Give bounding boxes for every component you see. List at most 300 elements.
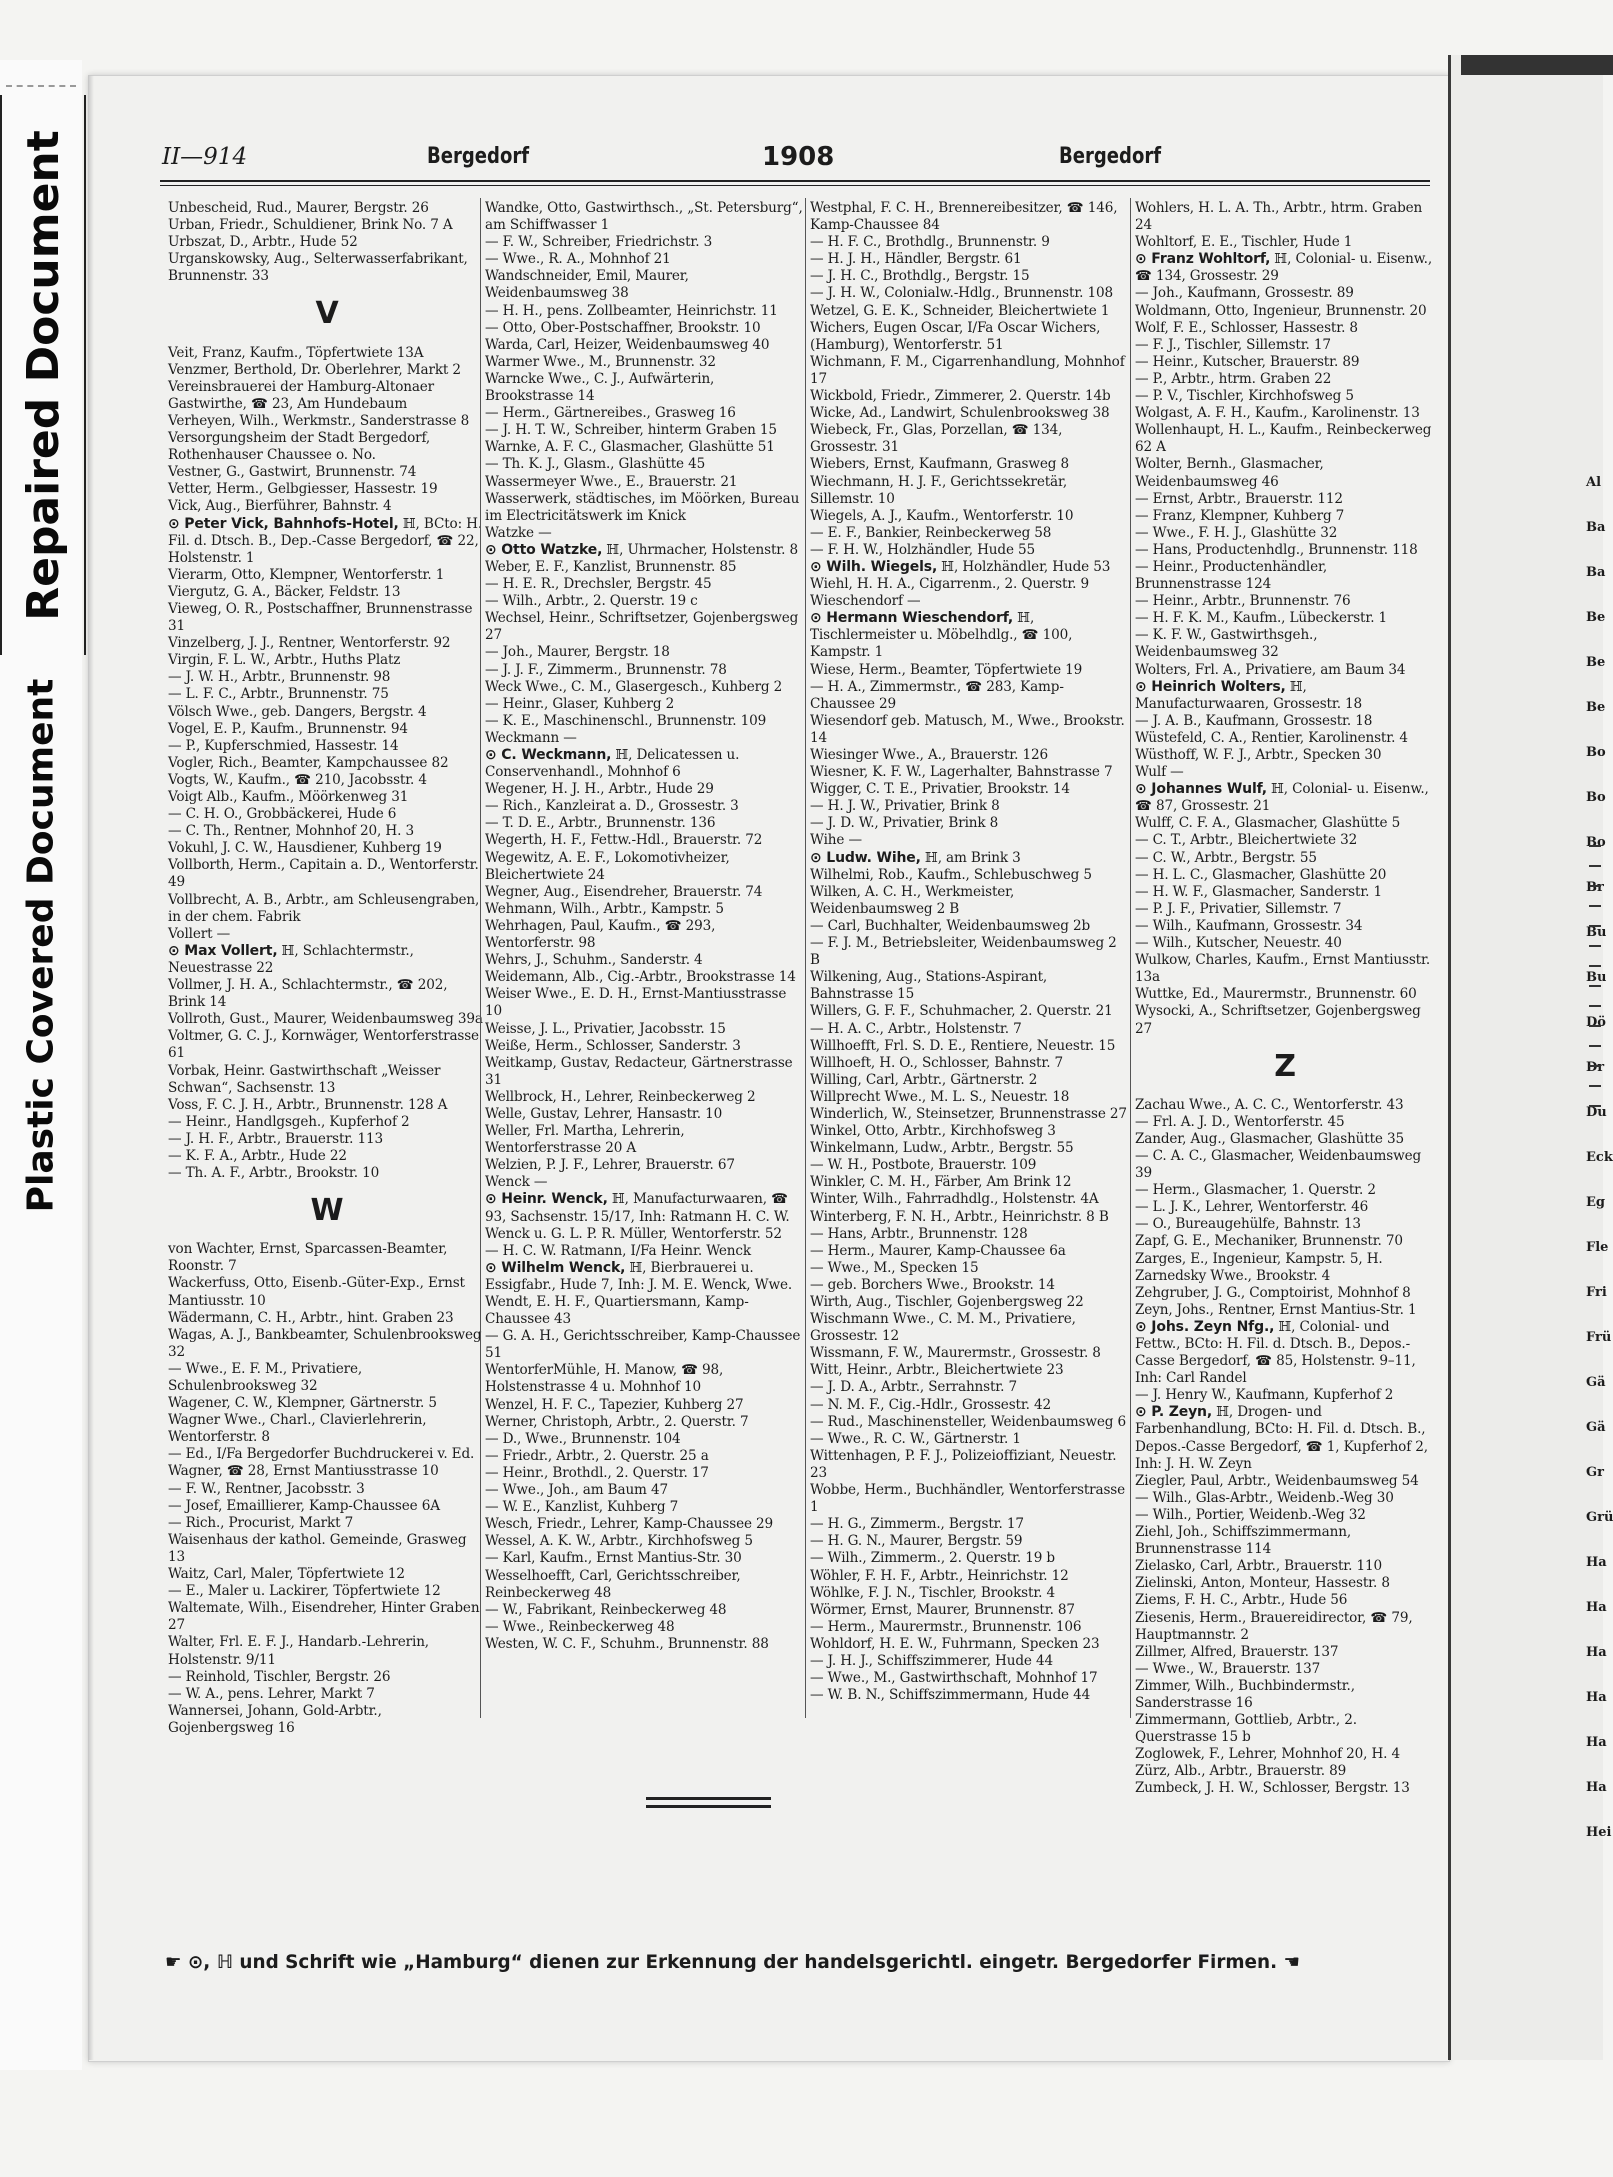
entry-text: — Rich., Procurist, Markt 7: [168, 1514, 354, 1531]
edge-fragment: Be: [1586, 700, 1606, 715]
entry-text: Wickbold, Friedr., Zimmerer, 2. Querstr. 14b: [810, 388, 1111, 405]
directory-entry: [485, 884, 803, 901]
edge-fragment: Grü: [1586, 1510, 1613, 1525]
directory-entry: [810, 1516, 1128, 1533]
entry-text: Voltmer, G. C. J., Kornwäger, Wentorferstrasse 61: [168, 1028, 479, 1062]
directory-entry: [168, 1165, 486, 1182]
entry-text: — Heinr., Brothdl., 2. Querstr. 17: [485, 1464, 709, 1481]
directory-entry: [485, 542, 803, 559]
entry-text: Vogler, Rich., Beamter, Kampchaussee 82: [168, 754, 449, 771]
directory-entry: [810, 679, 1128, 713]
entry-text: — Joh., Kaufmann, Grossestr. 89: [1135, 285, 1354, 302]
directory-entry: [810, 1157, 1128, 1174]
directory-entry: [1135, 1097, 1435, 1114]
entry-text: — H. L. C., Glasmacher, Glashütte 20: [1135, 866, 1387, 883]
entry-text: Wandke, Otto, Gastwirthsch., „St. Petersburg“, am Schiffwasser 1: [485, 200, 803, 234]
directory-entry: [1135, 815, 1435, 832]
entry-text: — H. F. K. M., Kaufm., Lübeckerstr. 1: [1135, 610, 1388, 627]
entry-text: Virgin, F. L. W., Arbtr., Huths Platz: [168, 652, 401, 669]
entry-text: — Wilh., Arbtr., 2. Querstr. 19 c: [485, 593, 698, 610]
directory-entry: [810, 798, 1128, 815]
directory-entry: [810, 1021, 1128, 1038]
directory-entry: [810, 559, 1128, 576]
entry-text: — Herm., Maurer, Kamp-Chaussee 6a: [810, 1242, 1066, 1259]
entry-text: Wechsel, Heinr., Schriftsetzer, Gojenbergsweg 27: [485, 610, 799, 644]
directory-entry: [810, 1089, 1128, 1106]
entry-text: — Wwe., Joh., am Baum 47: [485, 1482, 668, 1499]
directory-entry: [485, 832, 803, 849]
edge-dash: [1589, 1005, 1601, 1007]
entry-text: ℍ, Holzhändler, Hude 53: [937, 558, 1111, 575]
edge-fragment: Ba: [1586, 565, 1606, 580]
directory-entry: [485, 474, 803, 491]
directory-entry: [1135, 354, 1435, 371]
directory-entry: [1135, 627, 1435, 661]
entry-text: — Franz, Klempner, Kuhberg 7: [1135, 507, 1345, 524]
directory-entry: [168, 362, 486, 379]
directory-entry: [485, 1362, 803, 1396]
entry-text: Wöhlke, F. J. N., Tischler, Brookstr. 4: [810, 1584, 1056, 1601]
entry-text: — Rich., Kanzleirat a. D., Grossestr. 3: [485, 798, 739, 815]
entry-text: Zarnedsky Wwe., Brookstr. 4: [1135, 1267, 1331, 1284]
firm-name: ⊙ Max Vollert,: [168, 942, 278, 959]
directory-entry: [810, 508, 1128, 525]
directory-entry: [168, 234, 486, 251]
directory-entry: [168, 1361, 486, 1395]
entry-text: — Carl, Buchhalter, Weidenbaumsweg 2b: [810, 917, 1091, 934]
directory-entry: [810, 1550, 1128, 1567]
directory-entry: [1135, 1003, 1435, 1037]
directory-entry: [485, 422, 803, 439]
entry-text: ℍ, Manufacturwaaren, ☎ 93, Sachsenstr. 15/17, Inh: Ratmann H. C. W. Wenck u. G. L. P. R. Müller, Wentorferstr. 52: [485, 1191, 790, 1242]
directory-entry: [810, 388, 1128, 405]
directory-entry: [485, 1106, 803, 1123]
directory-entry: [810, 474, 1128, 508]
directory-entry: [810, 1209, 1128, 1226]
directory-entry: [1135, 850, 1435, 867]
directory-entry: [810, 1619, 1128, 1636]
directory-entry: [485, 610, 803, 644]
entry-text: Wesselhoefft, Carl, Gerichtsschreiber, Reinbeckerweg 48: [485, 1567, 741, 1601]
entry-text: Winderlich, W., Steinsetzer, Brunnenstrasse 27: [810, 1105, 1127, 1122]
directory-entry: [810, 525, 1128, 542]
entry-text: Winterberg, F. N. H., Arbtr., Heinrichstr. 8 B: [810, 1208, 1109, 1225]
entry-text: Zander, Aug., Glasmacher, Glashütte 35: [1135, 1130, 1404, 1147]
directory-entry: [485, 405, 803, 422]
directory-entry: [1135, 1199, 1435, 1216]
directory-entry: [1135, 593, 1435, 610]
entry-text: Westen, W. C. F., Schuhm., Brunnenstr. 88: [485, 1635, 769, 1652]
edge-fragment: Bo: [1586, 790, 1606, 805]
directory-entry: [1135, 1182, 1435, 1199]
directory-entry: [810, 1174, 1128, 1191]
edge-fragment: Frü: [1586, 1330, 1612, 1345]
entry-text: — D., Wwe., Brunnenstr. 104: [485, 1430, 681, 1447]
edge-fragment: Ha: [1586, 1780, 1607, 1795]
entry-text: — Ed., I/Fa Bergedorfer Buchdruckerei v. Ed. Wagner, ☎ 28, Ernst Mantiusstrasse 10: [168, 1446, 475, 1480]
entry-text: Wiese, Herm., Beamter, Töpfertwiete 19: [810, 661, 1083, 678]
entry-text: Weller, Frl. Martha, Lehrerin, Wentorferstrasse 20 A: [485, 1123, 685, 1157]
directory-entry: [810, 867, 1128, 884]
entry-text: Wulkow, Charles, Kaufm., Ernst Mantiusstr. 13a: [1135, 952, 1430, 986]
entry-text: — Reinhold, Tischler, Bergstr. 26: [168, 1668, 391, 1685]
directory-entry: [168, 669, 486, 686]
directory-entry: [810, 781, 1128, 798]
edge-dash: [1589, 925, 1601, 927]
directory-entry: [168, 251, 486, 285]
directory-entry: [810, 1568, 1128, 1585]
directory-entry: [168, 1583, 486, 1600]
directory-entry: [1135, 303, 1435, 320]
entry-text: Zimmermann, Gottlieb, Arbtr., 2. Querstrasse 15 b: [1135, 1712, 1357, 1746]
directory-entry: [1135, 388, 1435, 405]
entry-text: Wollenhaupt, H. L., Kaufm., Reinbeckerweg 62 A: [1135, 422, 1432, 456]
directory-entry: [810, 1311, 1128, 1345]
edge-fragment: Eck: [1586, 1150, 1613, 1165]
entry-text: — J. H. T. W., Schreiber, hinterm Graben 15: [485, 422, 777, 439]
entry-text: Urbszat, D., Arbtr., Hude 52: [168, 234, 358, 251]
directory-entry: [810, 1072, 1128, 1089]
directory-entry: [485, 1191, 803, 1242]
edge-dash: [1589, 865, 1601, 867]
directory-entry: [168, 789, 486, 806]
entry-text: Wegerth, H. F., Fettw.-Hdl., Brauerstr. 72: [485, 832, 763, 849]
entry-text: — Heinr., Productenhändler, Brunnenstrasse 124: [1135, 558, 1328, 593]
directory-entry: [1135, 935, 1435, 952]
entry-text: — F. H. W., Holzhändler, Hude 55: [810, 541, 1036, 558]
entry-text: Zehgruber, J. G., Comptoirist, Mohnhof 8: [1135, 1284, 1411, 1301]
entry-text: Vieweg, O. R., Postschaffner, Brunnenstrasse 31: [168, 600, 473, 635]
entry-text: Watzke —: [485, 524, 552, 541]
edge-fragment: Du: [1586, 1105, 1607, 1120]
edge-fragment: Be: [1586, 610, 1606, 625]
entry-text: — H. W. F., Glasmacher, Sanderstr. 1: [1135, 883, 1383, 900]
directory-entry: [168, 516, 486, 567]
edge-dash: [1589, 1105, 1601, 1107]
directory-entry: [485, 952, 803, 969]
entry-text: Venzmer, Berthold, Dr. Oberlehrer, Markt 2: [168, 361, 461, 378]
entry-text: Wirth, Aug., Tischler, Gojenbergsweg 22: [810, 1294, 1084, 1310]
directory-entry: [1135, 1473, 1435, 1490]
directory-entry: [485, 251, 803, 268]
directory-entry: [810, 1687, 1128, 1704]
entry-text: — P., Kupferschmied, Hassestr. 14: [168, 737, 399, 754]
entry-text: Wolters, Frl. A., Privatiere, am Baum 34: [1135, 661, 1406, 678]
entry-text: von Wachter, Ernst, Sparcassen-Beamter, Roonstr. 7: [168, 1241, 448, 1275]
entry-text: Wüsthoff, W. F. J., Arbtr., Specken 30: [1135, 747, 1382, 763]
entry-text: ℍ, Manufacturwaaren, Grossestr. 18: [1135, 678, 1363, 712]
entry-text: Weitkamp, Gustav, Redacteur, Gärtnerstrasse 31: [485, 1054, 793, 1088]
directory-entry: [810, 234, 1128, 251]
entry-text: Wuttke, Ed., Maurermstr., Brunnenstr. 60: [1135, 986, 1417, 1003]
page-number: II—914: [162, 144, 248, 170]
directory-entry: [1135, 952, 1435, 986]
entry-text: Wenzel, H. F. C., Tapezier, Kuhberg 27: [485, 1396, 744, 1413]
entry-text: Warda, Carl, Heizer, Weidenbaumsweg 40: [485, 336, 770, 353]
entry-text: — C. H. O., Grobbäckerei, Hude 6: [168, 806, 397, 823]
directory-entry: [1135, 337, 1435, 354]
entry-text: — W. H., Postbote, Brauerstr. 109: [810, 1157, 1037, 1174]
directory-entry: [485, 1414, 803, 1431]
directory-entry: [168, 1148, 486, 1165]
entry-text: Weiser Wwe., E. D. H., Ernst-Mantiusstrasse 10: [485, 986, 787, 1020]
directory-entry: [168, 1011, 486, 1028]
directory-entry: [810, 610, 1128, 661]
entry-text: — Josef, Emaillierer, Kamp-Chaussee 6A: [168, 1497, 440, 1514]
firm-name: ⊙ Otto Watzke,: [485, 541, 603, 558]
entry-text: Wegewitz, A. E. F., Lokomotivheizer, Bleichertwiete 24: [485, 849, 730, 883]
entry-text: — Wwe., Reinbeckerweg 48: [485, 1618, 675, 1635]
entry-text: — P. V., Tischler, Kirchhofsweg 5: [1135, 388, 1354, 405]
entry-text: Wilhelmi, Rob., Kaufm., Schlebuschweg 5: [810, 866, 1092, 883]
directory-entry: [168, 1310, 486, 1327]
directory-entry: [485, 337, 803, 354]
entry-text: Zachau Wwe., A. C. C., Wentorferstr. 43: [1135, 1096, 1404, 1113]
entry-text: Wihe —: [810, 832, 862, 849]
directory-entry: [1135, 371, 1435, 388]
edge-fragment: Dr: [1586, 1060, 1605, 1075]
directory-entry: [1135, 1319, 1435, 1387]
entry-text: Wulff, C. F. A., Glasmacher, Glashütte 5: [1135, 815, 1401, 832]
directory-entry: [1135, 491, 1435, 508]
entry-text: Voss, F. C. J. H., Arbtr., Brunnenstr. 128 A: [168, 1096, 448, 1113]
directory-entry: [168, 1114, 486, 1131]
entry-text: Wellbrock, H., Lehrer, Reinbeckerweg 2: [485, 1088, 756, 1105]
entry-text: — J. D. W., Privatier, Brink 8: [810, 815, 999, 832]
entry-text: Verheyen, Wilh., Werkmstr., Sanderstrasse 8: [168, 412, 470, 429]
entry-text: Vollborth, Herm., Capitain a. D., Wentorferstr. 49: [168, 857, 479, 891]
directory-entry: [1135, 1216, 1435, 1233]
entry-text: — Wwe., R. C. W., Gärtnerstr. 1: [810, 1430, 1021, 1447]
directory-entry: [168, 481, 486, 498]
edge-fragment: Gä: [1586, 1420, 1606, 1435]
entry-text: Wackerfuss, Otto, Eisenb.-Güter-Exp., Ernst Mantiusstr. 10: [168, 1275, 465, 1309]
directory-entry: [168, 584, 486, 601]
edge-dash: [1589, 1025, 1601, 1027]
entry-text: — K. E., Maschinenschl., Brunnenstr. 109: [485, 712, 767, 729]
place-right: Bergedorf: [1059, 144, 1162, 169]
directory-entry: [1135, 1661, 1435, 1678]
directory-entry: [168, 1703, 486, 1737]
directory-entry: [810, 1362, 1128, 1379]
directory-entry: [485, 713, 803, 730]
edge-dash: [1589, 1065, 1601, 1067]
directory-entry: [168, 926, 486, 943]
entry-text: — Friedr., Arbtr., 2. Querstr. 25 a: [485, 1447, 709, 1464]
directory-entry: [485, 850, 803, 884]
directory-entry: [810, 1482, 1128, 1516]
entry-text: ℍ, BCto: H. Fil. d. Dtsch. B., Dep.-Casse Bergedorf, ☎ 22, Holstenstr. 1: [168, 515, 483, 566]
entry-text: Wilken, A. C. H., Werkmeister, Weidenbaumsweg 2 B: [810, 883, 1015, 917]
entry-text: Weiße, Herm., Schlosser, Sanderstr. 3: [485, 1037, 741, 1054]
entry-text: Wiechmann, H. J. F., Gerichtssekretär, Sillemstr. 10: [810, 473, 1067, 507]
directory-entry: [1135, 662, 1435, 679]
directory-entry: [1135, 1131, 1435, 1148]
directory-entry: [810, 969, 1128, 1003]
entry-text: ℍ, Drogen- und Farbenhandlung, BCto: H. Fil. d. Dtsch. B., Depos.-Casse Bergedorf, ☎ 1, Kupferhof 2, Inh: J. H. W. Zeyn: [1135, 1404, 1428, 1472]
directory-entry: [485, 1482, 803, 1499]
end-rule: [646, 1797, 771, 1813]
column-divider: [805, 198, 806, 1718]
directory-entry: [168, 1275, 486, 1309]
entry-text: — W. B. N., Schiffszimmermann, Hude 44: [810, 1687, 1091, 1704]
entry-text: — E. F., Bankier, Reinbeckerweg 58: [810, 524, 1052, 541]
entry-text: Wiesendorf geb. Matusch, M., Wwe., Brookstr. 14: [810, 712, 1125, 746]
entry-text: Wissmann, F. W., Maurermstr., Grossestr. 8: [810, 1345, 1101, 1362]
directory-entry: [1135, 1302, 1435, 1319]
directory-entry: [1135, 1387, 1435, 1404]
directory-entry: [168, 1063, 486, 1097]
entry-text: ℍ, Schlachtermstr., Neuestrasse 22: [168, 942, 414, 976]
entry-text: ℍ, Colonial- und Fettw., BCto: H. Fil. d. Dtsch. B., Depos.-Casse Bergedorf, ☎ 85, Holstenstr. 9–11, Inh: Carl Randel: [1135, 1318, 1416, 1387]
entry-text: Vinzelberg, J. J., Rentner, Wentorferstr. 92: [168, 635, 451, 652]
entry-text: Weidemann, Alb., Cig.-Arbtr., Brookstrasse 14: [485, 969, 796, 986]
directory-entry: [485, 234, 803, 251]
page-shadow: [88, 75, 94, 2060]
edge-fragment: Br: [1586, 880, 1604, 895]
entry-text: Weisse, J. L., Privatier, Jacobsstr. 15: [485, 1020, 726, 1037]
directory-entry: [1135, 1285, 1435, 1302]
entry-text: Wagas, A. J., Bankbeamter, Schulenbrooksweg 32: [168, 1326, 482, 1360]
entry-text: — geb. Borchers Wwe., Brookstr. 14: [810, 1276, 1055, 1293]
directory-entry: [168, 943, 486, 977]
directory-entry: [1135, 1490, 1435, 1507]
directory-entry: [485, 1174, 803, 1191]
entry-text: Vollroth, Gust., Maurer, Weidenbaumsweg 39a: [168, 1011, 483, 1028]
directory-entry: [168, 217, 486, 234]
entry-text: — E., Maler u. Lackirer, Töpfertwiete 12: [168, 1583, 441, 1600]
directory-entry: [168, 1600, 486, 1634]
directory-entry: [485, 576, 803, 593]
entry-text: — H. A., Zimmermstr., ☎ 283, Kamp-Chaussee 29: [810, 678, 1064, 712]
directory-entry: [485, 439, 803, 456]
adjacent-page-edge: [1448, 55, 1613, 2060]
directory-entry: [1135, 1507, 1435, 1524]
directory-entry: [810, 1670, 1128, 1687]
directory-entry: [810, 422, 1128, 456]
directory-entry: [1135, 1712, 1435, 1746]
directory-entry: [485, 918, 803, 952]
directory-entry: [485, 644, 803, 661]
entry-text: Viergutz, G. A., Bäcker, Feldstr. 13: [168, 583, 401, 600]
directory-entry: [168, 1097, 486, 1114]
directory-entry: [1135, 1233, 1435, 1250]
edge-dash: [1589, 1045, 1601, 1047]
entry-text: — G. A. H., Gerichtsschreiber, Kamp-Chaussee 51: [485, 1328, 801, 1362]
directory-entry: [1135, 1678, 1435, 1712]
directory-entry: [1135, 986, 1435, 1003]
directory-entry: [168, 977, 486, 1011]
directory-entry: [810, 1397, 1128, 1414]
entry-text: Urban, Friedr., Schuldiener, Brink No. 7 A: [168, 217, 453, 234]
entry-text: Versorgungsheim der Stadt Bergedorf, Rothenhauser Chaussee o. No.: [168, 430, 431, 464]
entry-text: — Hans, Productenhdlg., Brunnenstr. 118: [1135, 541, 1418, 558]
entry-text: Vestner, G., Gastwirt, Brunnenstr. 74: [168, 464, 417, 481]
entry-text: Willhoeft, H. O., Schlosser, Bahnstr. 7: [810, 1054, 1064, 1071]
directory-entry: [168, 721, 486, 738]
directory-entry: [485, 1123, 803, 1157]
entry-text: Vereinsbrauerei der Hamburg-Altonaer Gastwirthe, ☎ 23, Am Hundebaum: [168, 378, 435, 412]
directory-entry: [485, 1021, 803, 1038]
entry-text: ℍ, Uhrmacher, Holstenstr. 8: [602, 541, 798, 558]
entry-text: Wehrhagen, Paul, Kaufm., ☎ 293, Wentorferstr. 98: [485, 917, 716, 952]
entry-text: Zürz, Alb., Arbtr., Brauerstr. 89: [1135, 1763, 1347, 1780]
entry-text: — Herm., Maurermstr., Brunnenstr. 106: [810, 1618, 1082, 1635]
directory-entry: [1135, 918, 1435, 935]
entry-text: — H. F. C., Brothdlg., Brunnenstr. 9: [810, 234, 1050, 251]
directory-entry: [168, 498, 486, 515]
entry-text: — Hans, Arbtr., Brunnenstr. 128: [810, 1225, 1028, 1242]
firm-name: ⊙ Heinrich Wolters,: [1135, 678, 1286, 695]
entry-text: Willing, Carl, Arbtr., Gärtnerstr. 2: [810, 1071, 1038, 1088]
directory-entry: [485, 1089, 803, 1106]
entry-text: — H. E. R., Drechsler, Bergstr. 45: [485, 576, 712, 593]
edge-fragment: Ha: [1586, 1735, 1607, 1750]
directory-entry: [1135, 200, 1435, 234]
firm-name: ⊙ Heinr. Wenck,: [485, 1191, 608, 1208]
directory-entry: [168, 464, 486, 481]
entry-text: — Wilh., Kutscher, Neuestr. 40: [1135, 935, 1342, 952]
entry-text: Winkel, Otto, Arbtr., Kirchhofsweg 3: [810, 1123, 1056, 1140]
directory-entry: [168, 1669, 486, 1686]
entry-text: — Wilh., Portier, Weidenb.-Weg 32: [1135, 1506, 1366, 1523]
entry-text: Westphal, F. C. H., Brennereibesitzer, ☎ 146, Kamp-Chaussee 84: [810, 200, 1118, 234]
column-1: [168, 200, 486, 1737]
entry-text: Wiesner, K. F. W., Lagerhalter, Bahnstrasse 7: [810, 764, 1113, 781]
entry-text: ℍ, Tischlermeister u. Möbelhdlg., ☎ 100, Kampstr. 1: [810, 610, 1073, 661]
directory-entry: [168, 772, 486, 789]
directory-entry: [810, 1106, 1128, 1123]
directory-entry: [485, 1055, 803, 1089]
repaired-document-label: Repaired Document: [0, 95, 86, 655]
entry-text: — J. H. C., Brothdlg., Bergstr. 15: [810, 268, 1030, 285]
firm-name: ⊙ Johs. Zeyn Nfg.,: [1135, 1318, 1275, 1335]
directory-entry: [1135, 508, 1435, 525]
section-letter: Z: [1274, 1048, 1296, 1084]
directory-entry: [168, 200, 486, 217]
entry-text: — P., Arbtr., htrm. Graben 22: [1135, 370, 1332, 387]
column-divider: [1130, 198, 1131, 1718]
entry-text: Zimmer, Wilh., Buchbindermstr., Sanderstrasse 16: [1135, 1677, 1355, 1711]
entry-text: Wegner, Aug., Eisendreher, Brauerstr. 74: [485, 883, 763, 900]
entry-text: Wischmann Wwe., C. M. M., Privatiere, Grossestr. 12: [810, 1311, 1076, 1345]
entry-text: Völsch Wwe., geb. Dangers, Bergstr. 4: [168, 703, 427, 720]
directory-entry: [168, 1532, 486, 1566]
edge-dash: [1589, 905, 1601, 907]
entry-text: Wulf —: [1135, 764, 1184, 781]
directory-entry: [810, 1191, 1128, 1208]
directory-entry: [1135, 713, 1435, 730]
entry-text: Ziems, F. H. C., Arbtr., Hude 56: [1135, 1592, 1348, 1609]
edge-fragment: Bu: [1586, 925, 1607, 940]
entry-text: Zielinski, Anton, Monteur, Hassestr. 8: [1135, 1575, 1390, 1592]
header-rule-thin: [160, 185, 1430, 186]
edge-fragment: Bo: [1586, 745, 1606, 760]
entry-text: Wörmer, Ernst, Maurer, Brunnenstr. 87: [810, 1601, 1075, 1618]
directory-entry: [810, 935, 1128, 969]
directory-entry: [168, 1028, 486, 1062]
directory-entry: [810, 456, 1128, 473]
entry-text: Vollert —: [168, 925, 231, 942]
entry-text: Wesch, Friedr., Lehrer, Kamp-Chaussee 29: [485, 1516, 774, 1533]
entry-text: — Wwe., M., Gastwirthschaft, Mohnhof 17: [810, 1670, 1098, 1687]
directory-entry: [810, 576, 1128, 593]
entry-text: — Ernst, Arbtr., Brauerstr. 112: [1135, 490, 1343, 507]
section-letter: V: [315, 296, 339, 332]
directory-entry: [485, 1636, 803, 1653]
entry-text: — Heinr., Kutscher, Brauerstr. 89: [1135, 353, 1360, 370]
directory-entry: [1135, 679, 1435, 713]
